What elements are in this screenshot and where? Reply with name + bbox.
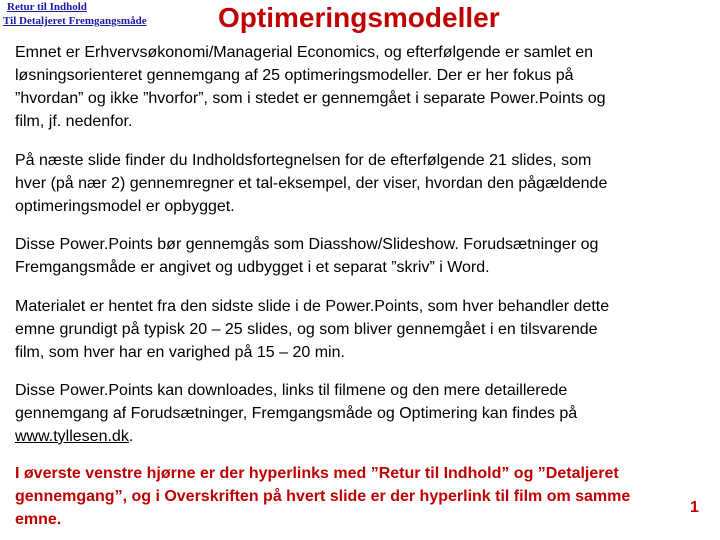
text-line: løsningsorienteret gennemgang af 25 optimeringsmodeller. Der er her fokus på (15, 67, 574, 84)
material-source-paragraph (15, 295, 705, 364)
text-line: gennemgang af Forudsætninger, Fremgangsmåde og Optimering kan findes på (15, 405, 578, 422)
text-line: Fremgangsmåde er angivet og udbygget i et separat ”skriv” i Word. (15, 259, 490, 276)
download-paragraph (15, 379, 705, 448)
text-line: gennemgang”, og i Overskriften på hvert slide er der hyperlink til film om samme (15, 488, 631, 505)
text-line: I øverste venstre hjørne er der hyperlinks med ”Retur til Indhold” og ”Detaljeret (15, 465, 619, 482)
text-line (15, 425, 705, 448)
link-tail: . (128, 428, 134, 445)
slide-title-link[interactable]: Optimeringsmodeller (218, 2, 500, 33)
text-line: ”hvordan” og ikke ”hvorfor”, som i stedet er gennemgået i separate Power.Points og (15, 90, 606, 107)
text-line: Materialet er hentet fra den sidste slide i de Power.Points, som hver behandler dette (15, 298, 610, 315)
text-line: Disse Power.Points kan downloades, links til filmene og den mere detaillerede (15, 382, 568, 399)
detailed-procedure-link[interactable]: Til Detaljeret Fremgangsmåde (3, 15, 147, 27)
text-line: film, jf. nedenfor. (15, 113, 133, 130)
text-line: På næste slide finder du Indholdsfortegnelsen for de efterfølgende 21 slides, som (15, 152, 592, 169)
return-to-contents-link[interactable]: Retur til Indhold (7, 1, 87, 13)
text-line: hver (på nær 2) gennemregner et tal-eksempel, der viser, hvordan den pågældende (15, 175, 608, 192)
text-line: emne. (15, 511, 62, 528)
text-line: Disse Power.Points bør gennemgås som Diasshow/Slideshow. Forudsætninger og (15, 236, 599, 253)
intro-paragraph (15, 41, 705, 133)
text-line: emne grundigt på typisk 20 – 25 slides, og som bliver gennemgået i en tilsvarende (15, 321, 598, 338)
slideshow-paragraph (15, 233, 705, 279)
text-line: film, som hver har en varighed på 15 – 20 min. (15, 344, 345, 361)
text-line: optimeringsmodel er opbygget. (15, 198, 235, 215)
next-slide-paragraph (15, 149, 705, 218)
website-link[interactable]: www.tyllesen.dk (15, 428, 129, 445)
slide-number: 1 (690, 499, 699, 516)
hyperlink-note-paragraph (15, 462, 705, 531)
text-line: Emnet er Erhvervsøkonomi/Managerial Economics, og efterfølgende er samlet en (15, 44, 594, 61)
